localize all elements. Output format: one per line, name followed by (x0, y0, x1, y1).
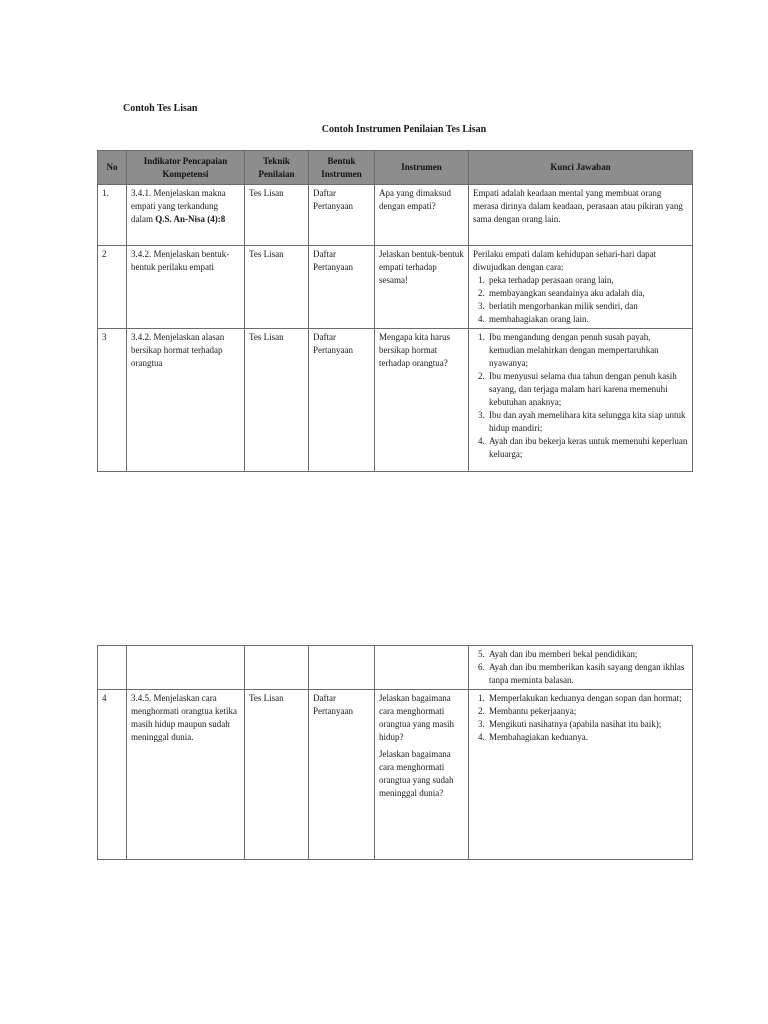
header-indikator: Indikator Pencapaian Kompetensi (127, 151, 245, 185)
list-item: 4. membahagiakan orang lain. (487, 313, 688, 326)
table-row (98, 246, 693, 329)
cell-instrumen: Mengapa kita harus bersikap hormat terhadap orangtua? (375, 329, 469, 472)
cell-teknik: Tes Lisan (245, 185, 309, 246)
list-item: 1. peka terhadap perasaan orang lain, (487, 274, 688, 287)
cell-no: 3 (98, 329, 127, 472)
cell-no (98, 646, 127, 690)
cell-instrumen: Jelaskan bentuk-bentuk empati terhadap sesama! (375, 246, 469, 329)
cell-kunci (469, 646, 693, 690)
table-caption: Contoh Instrumen Penilaian Tes Lisan (321, 124, 487, 135)
list-item: 2. membayangkan seandainya aku adalah dia, (487, 287, 688, 300)
assessment-table-continued (97, 645, 693, 860)
instrumen-question-1: Jelaskan bagaimana cara menghormati orangtua yang masih hidup? (379, 693, 454, 742)
indikator-text: 3.4.1. Menjelaskan makna empati yang terkandung dalam (131, 188, 226, 224)
cell-instrumen (375, 690, 469, 860)
list-item: 1. Memperlakukan keduanya dengan sopan dan hormat; (487, 692, 688, 705)
list-item: 4. Ayah dan ibu bekerja keras untuk memenuhi keperluan keluarga; (487, 435, 688, 461)
kunci-list (473, 692, 688, 744)
table-row (98, 646, 693, 690)
list-item: 3. Mengikuti nasihatnya (apabila nasihat itu baik); (487, 718, 688, 731)
cell-indikator: 3.4.2. Menjelaskan alasan bersikap hormat terhadap orangtua (127, 329, 245, 472)
kunci-text: Empati adalah keadaan mental yang membuat orang merasa dirinya dalam keadaan, perasaan atau pikiran yang sama dengan orang lain. (473, 188, 683, 224)
cell-kunci (469, 185, 693, 246)
list-item: 4. Membahagiakan keduanya. (487, 731, 688, 744)
cell-kunci (469, 690, 693, 860)
table-row (98, 690, 693, 860)
kunci-list (473, 331, 688, 461)
cell-bentuk: Daftar Pertanyaan (309, 185, 375, 246)
table-row (98, 185, 693, 246)
cell-no: 4 (98, 690, 127, 860)
cell-bentuk (309, 646, 375, 690)
list-item: 3. Ibu dan ayah memelihara kita selungga kita siap untuk hidup mandiri; (487, 409, 688, 435)
kunci-intro: Perilaku empati dalam kehidupan sehari-hari dapat diwujudkan dengan cara: (473, 249, 657, 272)
cell-instrumen (375, 646, 469, 690)
header-no: No (98, 151, 127, 185)
cell-bentuk: Daftar Pertanyaan (309, 329, 375, 472)
header-teknik: Teknik Penilaian (245, 151, 309, 185)
cell-kunci (469, 246, 693, 329)
indikator-ref: Q.S. An-Nisa (4):8 (155, 214, 226, 224)
cell-no: 2 (98, 246, 127, 329)
list-item: 6. Ayah dan ibu memberikan kasih sayang dengan ikhlas tanpa meminta balasan. (487, 661, 688, 687)
instrumen-question-2: Jelaskan bagaimana cara menghormati orangtua yang sudah meninggal dunia? (379, 749, 454, 798)
cell-kunci (469, 329, 693, 472)
header-kunci: Kunci Jawaban (469, 151, 693, 185)
list-item: 3. berlatih mengorbankan milik sendiri, dan (487, 300, 688, 313)
kunci-list (473, 648, 688, 687)
list-item: 5. Ayah dan ibu memberi bekal pendidikan; (487, 648, 688, 661)
cell-bentuk: Daftar Pertanyaan (309, 246, 375, 329)
document-title: Contoh Tes Lisan (123, 103, 198, 114)
table-row (98, 329, 693, 472)
header-instrumen: Instrumen (375, 151, 469, 185)
assessment-table (97, 150, 693, 472)
cell-indikator: 3.4.5. Menjelaskan cara menghormati orangtua ketika masih hidup maupun sudah meninggal dunia. (127, 690, 245, 860)
cell-teknik: Tes Lisan (245, 246, 309, 329)
cell-teknik: Tes Lisan (245, 329, 309, 472)
list-item: 2. Ibu menyusui selama dua tahun dengan penuh kasih sayang, dan terjaga malam hari karena memenuhi kebutuhan anaknya; (487, 370, 688, 409)
kunci-list (473, 274, 688, 326)
cell-no: 1. (98, 185, 127, 246)
table-header-row (98, 151, 693, 185)
header-bentuk: Bentuk Instrumen (309, 151, 375, 185)
list-item: 1. Ibu mengandung dengan penuh susah payah, kemudian melahirkan dengan mempertaruhkan nyawanya; (487, 331, 688, 370)
cell-bentuk: Daftar Pertanyaan (309, 690, 375, 860)
list-item: 2. Membantu pekerjaanya; (487, 705, 688, 718)
cell-indikator: 3.4.2. Menjelaskan bentuk- bentuk perilaku empati (127, 246, 245, 329)
cell-instrumen: Apa yang dimaksud dengan empati? (375, 185, 469, 246)
cell-teknik (245, 646, 309, 690)
cell-indikator (127, 646, 245, 690)
cell-teknik: Tes Lisan (245, 690, 309, 860)
cell-indikator (127, 185, 245, 246)
